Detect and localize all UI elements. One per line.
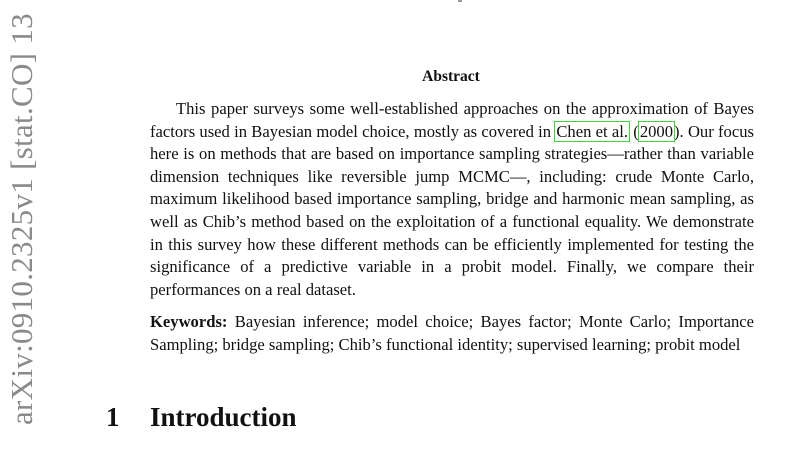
- keywords-text: Bayesian inference; model choice; Bayes factor; Monte Carlo; Importance Sampling; bridge sampling; Chib’s functional identity; supervised learning; probit model: [150, 312, 754, 354]
- abstract-text-start: This paper surveys some well-established approaches on the approximation of Bayes factors used in Bayesian model choice, mostly as covered in: [150, 99, 754, 141]
- page-mark: [458, 0, 462, 2]
- citation-link-year[interactable]: 2000: [639, 121, 673, 141]
- citation-paren: (: [629, 121, 639, 141]
- section-title: Introduction: [150, 402, 297, 432]
- abstract-text-end: ). Our focus here is on methods that are based on importance sampling strategies—rather than variable dimension techniques like reversible jump MCMC—, including: crude Monte Carlo, maximum likelihood based importance sampling, bridge and harmonic mean sampling, as well as Chib’s method based on the exploitation of a functional equality. We demonstrate in this survey how these different methods can be efficiently implemented for testing the significance of a predictive variable in a probit model. Finally, we compare their performances on a real dataset.: [150, 121, 754, 299]
- section-number: 1: [106, 402, 120, 432]
- keywords-label: Keywords:: [150, 312, 228, 331]
- abstract-heading: Abstract: [422, 68, 480, 85]
- abstract-paragraph: [150, 98, 754, 301]
- citation-link-author[interactable]: Chen et al.: [556, 121, 629, 141]
- keywords: [150, 311, 754, 356]
- arxiv-identifier: arXiv:0910.2325v1 [stat.CO] 13: [4, 13, 39, 425]
- abstract-body: [150, 98, 754, 301]
- section-heading: [106, 402, 297, 433]
